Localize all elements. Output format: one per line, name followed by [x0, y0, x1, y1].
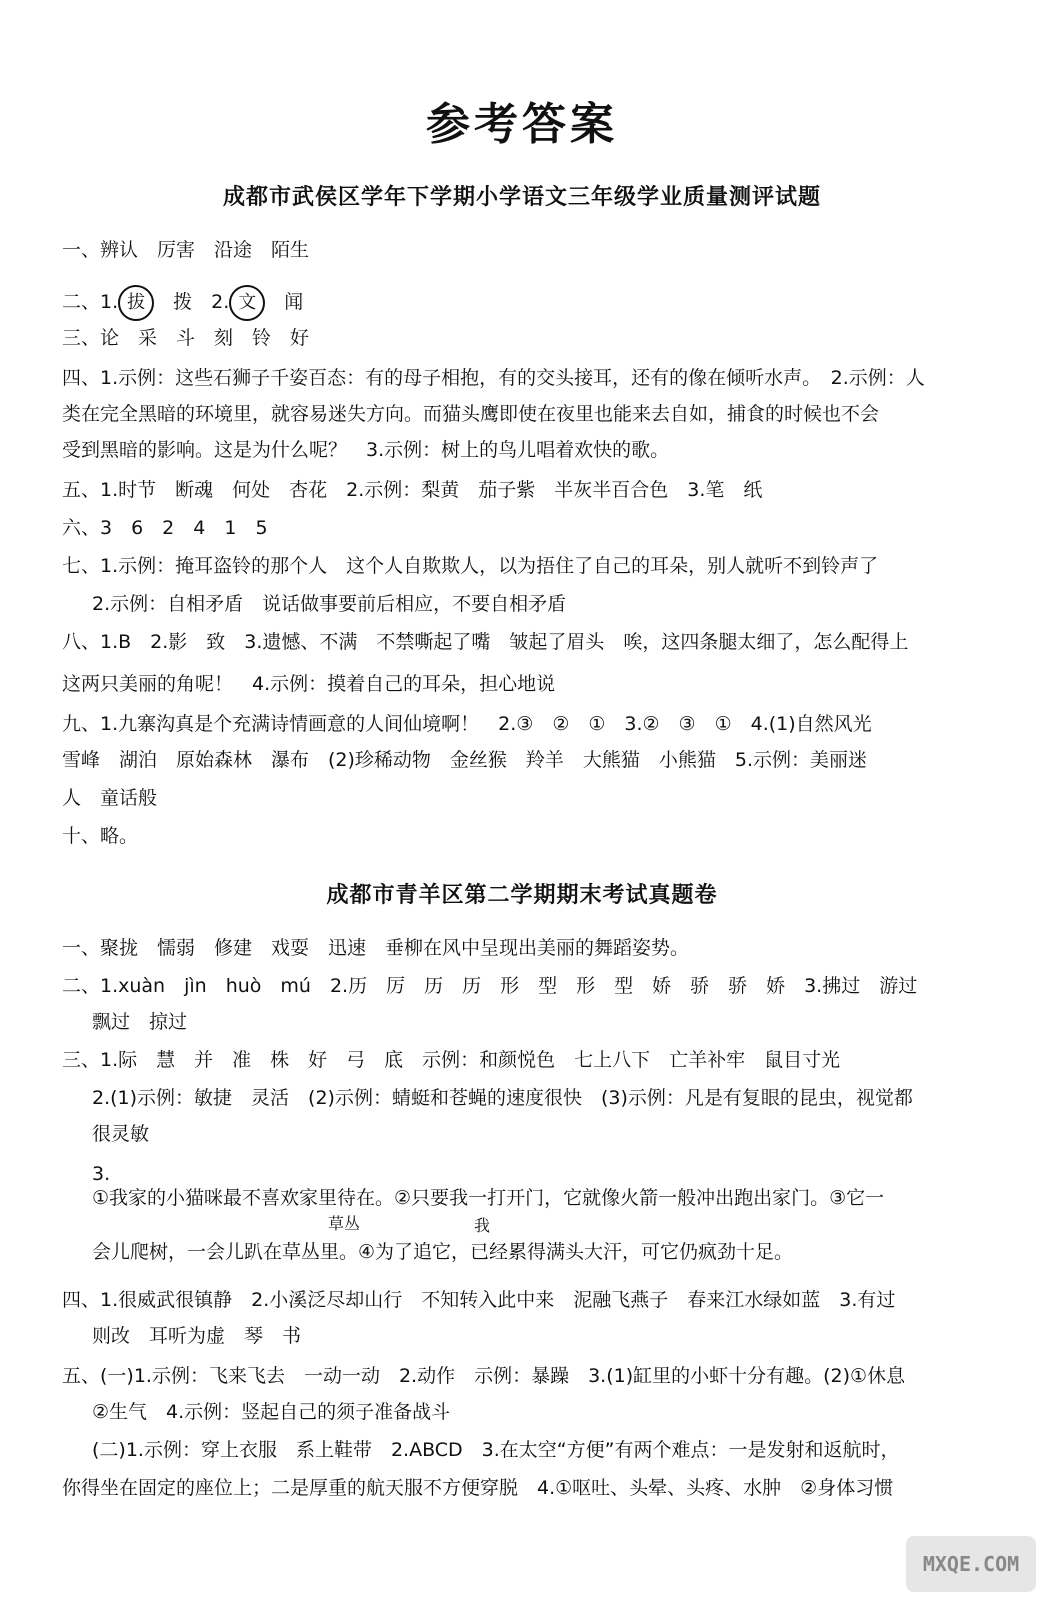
circled-char: 拔 [118, 285, 154, 321]
answer-line-circled: 二、1. 拔 拨 2. 文 闻 [62, 284, 967, 321]
answer-line: 二、1.xuàn jìn huò mú 2.历 厉 历 历 形 型 形 型 娇 骄 骄 娇 3.拂过 游过 [62, 975, 918, 997]
underlined-sentence: 九寨沟真是个充满诗情画意的人间仙境啊！ [118, 713, 479, 736]
answer-line: 你得坐在固定的座位上；二是厚重的航天服不方便穿脱 4.①呕吐、头晕、头疼、水肿 ②身体习惯 [62, 1477, 894, 1499]
answer-line: 2.(1)示例：敏捷 灵活 (2)示例：蜻蜓和苍蝇的速度很快 (3)示例：凡是有复眼的昆虫，视觉都 [92, 1087, 913, 1109]
answer-line: 会儿爬树，一会儿趴在草丛里。④为了追它，已经累得满头大汗，可它仍疯劲十足。 [92, 1241, 794, 1263]
answer-line-underlined: 五、(一)1.示例：飞来飞去 一动一动 2.动作 示例：暴躁 3.(1)缸里的小虾十分有趣。(2)①休息 [62, 1364, 967, 1388]
answer-line: 这两只美丽的角呢！ 4.示例：摸着自己的耳朵，担心地说 [62, 673, 556, 695]
answer-line: 2.示例：自相矛盾 说话做事要前后相应，不要自相矛盾 [92, 593, 567, 615]
answer-line: 五、1.时节 断魂 何处 杏花 2.示例：梨黄 茄子紫 半灰半百合色 3.笔 纸 [62, 479, 763, 501]
answer-line: 一、聚拢 懦弱 修建 戏耍 迅速 垂柳在风中呈现出美丽的舞蹈姿势。 [62, 937, 690, 959]
answer-line: 很灵敏 [92, 1123, 150, 1145]
answer-line: 3. [92, 1163, 111, 1185]
answer-line: 一、辨认 厉害 沿途 陌生 [62, 239, 310, 261]
answer-line: 雪峰 湖泊 原始森林 瀑布 (2)珍稀动物 金丝猴 羚羊 大熊猫 小熊猫 5.示例：美丽迷 [62, 749, 868, 771]
underlined-sentence: 缸里的小虾十分有趣。 [633, 1365, 823, 1388]
answer-line: (二)1.示例：穿上衣服 系上鞋带 2.ABCD 3.在太空“方便”有两个难点：一是发射和返航时， [92, 1439, 900, 1461]
answer-line-underlined: 九、1.九寨沟真是个充满诗情画意的人间仙境啊！ 2.③ ② ① 3.② ③ ① 4.(1)自然风光 [62, 712, 967, 736]
answer-line: 十、略。 [62, 825, 139, 847]
answer-line: 四、1.很威武很镇静 2.小溪泛尽却山行 不知转入此中来 泥融飞燕子 春来江水绿如蓝 3.有过 [62, 1289, 896, 1311]
answer-line: 七、1.示例：掩耳盗铃的那个人 这个人自欺欺人，以为捂住了自己的耳朵，别人就听不到铃声了 [62, 555, 879, 577]
answer-line: 飘过 掠过 [92, 1011, 188, 1033]
answer-line: 类在完全黑暗的环境里，就容易迷失方向。而猫头鹰即使在夜里也能来去自如，捕食的时候也不会 [62, 403, 880, 425]
answer-line: 六、3 6 2 4 1 5 [62, 517, 268, 539]
answer-line: 人 童话般 [62, 787, 158, 809]
watermark-logo: MXQE.COM [906, 1536, 1036, 1592]
answer-line: 三、论 采 斗 刻 铃 好 [62, 327, 310, 349]
answer-line: 受到黑暗的影响。这是为什么呢？ 3.示例：树上的鸟儿唱着欢快的歌。 [62, 439, 670, 461]
correction-mark: 草丛 [328, 1214, 361, 1233]
section-heading-2: 成都市青羊区第二学期期末考试真题卷 [326, 883, 718, 908]
answer-line: ②生气 4.示例：竖起自己的须子准备战斗 [92, 1401, 451, 1423]
answer-line: 三、1.际 慧 并 准 株 好 弓 底 示例：和颜悦色 七上八下 亡羊补牢 鼠目寸光 [62, 1049, 841, 1071]
answer-line: ①我家的小猫咪最不喜欢家里待在。②只要我一打开门，它就像火箭一般冲出跑出家门。③它一 [92, 1187, 885, 1209]
correction-mark: 我 [474, 1216, 491, 1235]
page-title: 参考答案 [426, 99, 618, 150]
section-heading-1: 成都市武侯区学年下学期小学语文三年级学业质量测评试题 [222, 185, 821, 210]
circled-char: 文 [229, 285, 265, 321]
answer-line: 四、1.示例：这些石狮子千姿百态：有的母子相抱，有的交头接耳，还有的像在倾听水声。 2.示例：人 [62, 367, 925, 389]
answer-line: 则改 耳听为虚 琴 书 [92, 1325, 302, 1347]
answer-line: 八、1.B 2.影 致 3.遗憾、不满 不禁嘶起了嘴 皱起了眉头 唉，这四条腿太细了，怎么配得上 [62, 631, 909, 653]
